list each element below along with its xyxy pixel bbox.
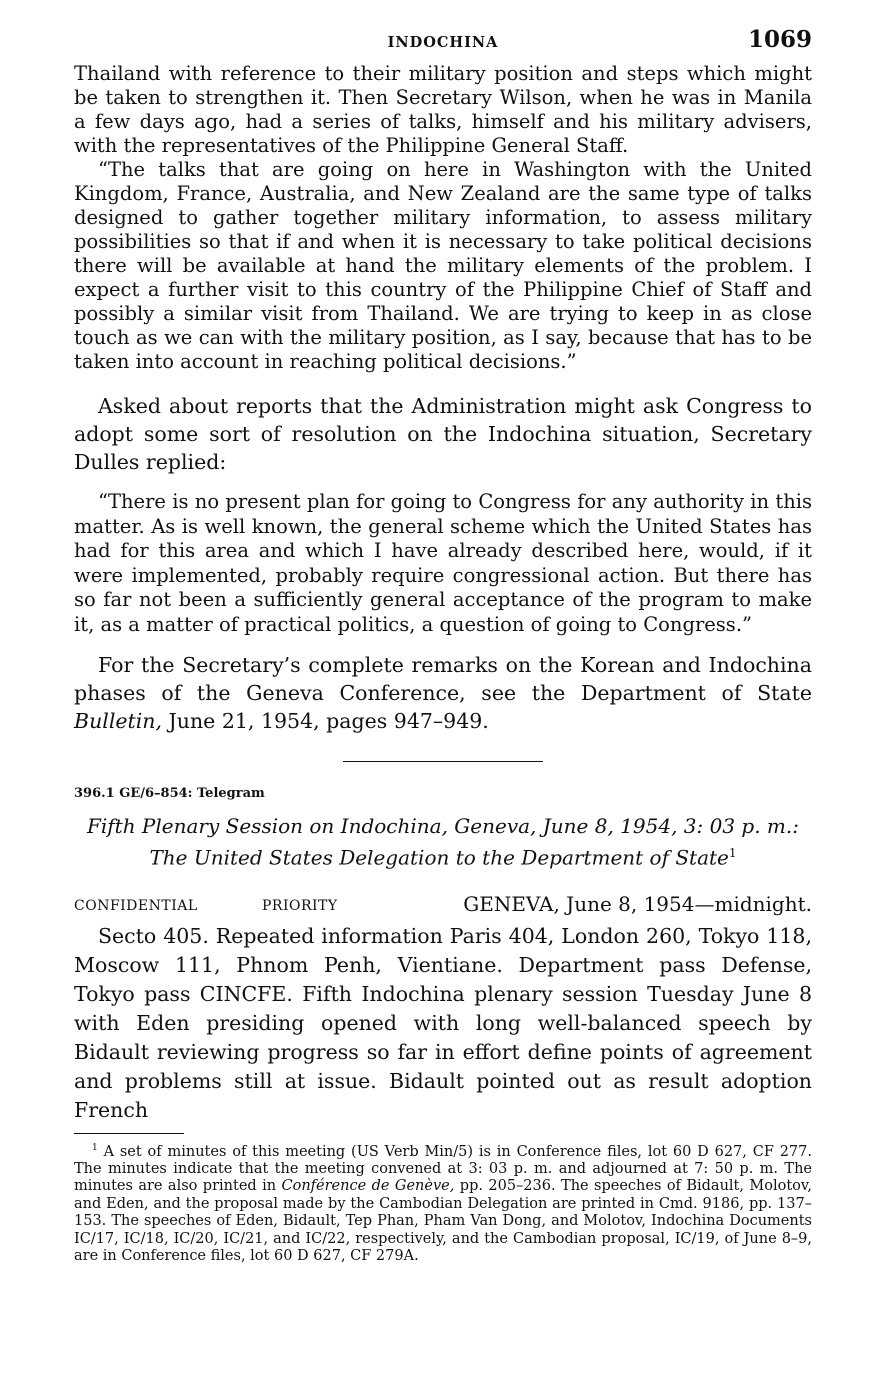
page-number: 1069 — [747, 26, 812, 53]
classification-label: CONFIDENTIAL — [74, 897, 198, 914]
section-divider — [343, 761, 543, 762]
bulletin-text-after: June 21, 1954, pages 947–949. — [162, 709, 489, 733]
dulles-quote: “There is no present plan for going to Congress for any authority in this matter. As is well known, the general scheme which the United States has had for this area and which I have already described here, would, if it were implemented, probably require congressional action. But there has so far not been a sufficiently general acceptance of the program to make it, as a matter of practical politics, a question of going to Congress.” — [74, 490, 812, 636]
bulletin-title: Bulletin, — [74, 709, 163, 733]
footnote-text-before: A set of minutes of this meeting (US Verb Min/5) is in Conference files, lot 60 D 627, CF 277. The minutes indicate that the meeting convened at 3: 03 p. m. and adjourned at 7: 50 p. m. The minutes are also printed in — [74, 1143, 812, 1195]
quote-paragraph-continued: Thailand with reference to their military position and steps which might be taken to strengthen it. Then Secretary Wilson, when he was in Manila a few days ago, had a series of talks, himself and his military advisers, with the representatives of the Philippine General Staff. — [74, 62, 812, 157]
bulletin-reference-paragraph — [74, 651, 812, 735]
running-head: INDOCHINA — [387, 34, 499, 51]
document-title — [74, 813, 812, 872]
document-title-line2: The United States Delegation to the Department of State — [149, 845, 729, 870]
footnote-number: 1 — [92, 1142, 98, 1153]
document-page — [74, 22, 812, 1266]
body-paragraph: Asked about reports that the Administration might ask Congress to adopt some sort of resolution on the Indochina situation, Secretary Dulles replied: — [74, 394, 812, 474]
document-reference: 396.1 GE/6–854: Telegram — [74, 786, 265, 801]
document-title-line1: Fifth Plenary Session on Indochina, Geneva, June 8, 1954, 3: 03 p. m.: — [86, 814, 799, 838]
quoted-remarks — [74, 62, 812, 374]
footnote-divider — [74, 1133, 184, 1134]
telegram-text: Secto 405. Repeated information Paris 404, London 260, Tokyo 118, Moscow 111, Phnom Penh, Vientiane. Department pass Defense, Tokyo pass CINCFE. Fifth Indochina plenary session Tuesday June 8 with Eden presiding opened with long well-balanced speech by Bidault reviewing progress so far in effort define points of agreement and problems still at issue. Bidault pointed out as result adoption French — [74, 923, 812, 1122]
footnote — [74, 1140, 812, 1266]
place-date: GENEVA, June 8, 1954—midnight. — [463, 891, 812, 916]
footnote-italic-title: Conférence de Genève, — [281, 1178, 455, 1195]
page-header — [74, 22, 812, 62]
priority-label: PRIORITY — [262, 897, 338, 914]
quote-paragraph: “The talks that are going on here in Washington with the United Kingdom, France, Australia, and New Zealand are the same type of talks designed to gather together military information, to assess military possibilities so that if and when it is necessary to take political decisions there will be available at hand the military elements of the problem. I expect a further visit to this country of the Philippine Chief of Staff and possibly a similar visit from Thailand. We are trying to keep in as close touch as we can with the military position, as I say, because that has to be taken into account in reaching political decisions.” — [74, 158, 812, 373]
footnote-marker: 1 — [728, 846, 737, 860]
footnote-text-after: pp. 205–236. The speeches of Bidault, Molotov, and Eden, and the proposal made by the Cambodian Delegation are printed in Cmd. 9186, pp. 137–153. The speeches of Eden, Bidault, Tep Phan, Pham Van Dong, and Molotov, Indochina Documents IC/17, IC/18, IC/20, IC/21, and IC/22, respectively, and the Cambodian proposal, IC/19, of June 8–9, are in Conference files, lot 60 D 627, CF 279A. — [74, 1178, 812, 1265]
classification-line — [74, 892, 812, 922]
bulletin-text-before: For the Secretary’s complete remarks on the Korean and Indochina phases of the Geneva Conference, see the Department of State — [74, 653, 812, 705]
